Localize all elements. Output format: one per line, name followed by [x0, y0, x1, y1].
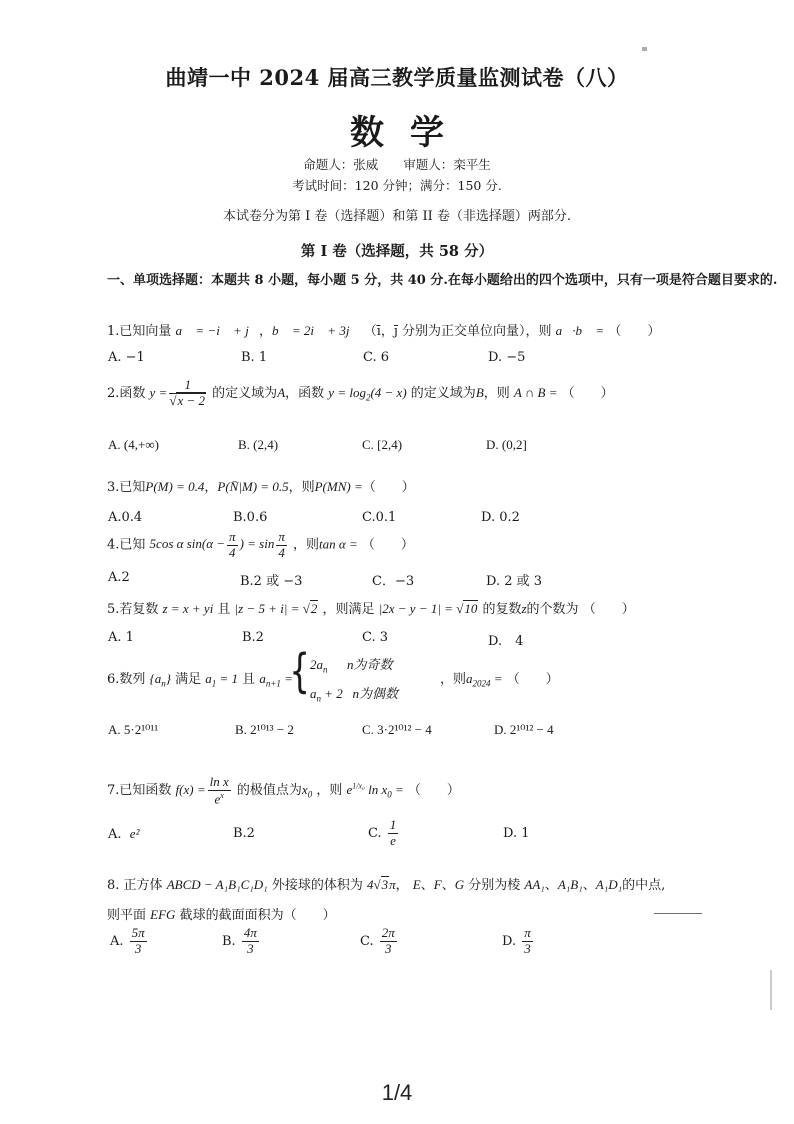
q5-option-b: B.2 [242, 630, 264, 645]
q1-suffix: （ī，j̄ 分别为正交单位向量），则 [363, 324, 552, 339]
q6-option-a: A. 5·2¹⁰¹¹ [108, 722, 159, 737]
q3-option-d: D. 0.2 [481, 510, 520, 525]
subject-title: 数学 [350, 113, 470, 153]
q1-option-d: D. −5 [488, 350, 526, 365]
section1-instruction: 一、单项选择题：本题共 8 小题，每小题 5 分，共 40 分.在每小题给出的四个选项中，只有一项是符合题目要求的. [107, 273, 778, 288]
question-4: 4.已知 5cos α sin(α − $\frac{\pi}{4}$ ) = sin $\frac{\pi}{4}$ ，则tan α = （ ） [107, 529, 414, 560]
question-8: 8. 正方体 ABCD − A₁B₁C₁D₁ 外接球的体积为 4√3π， E、F、G 分别为棱 AA₁、A₁B₁、A₁D₁的中点, [107, 877, 666, 893]
q5-option-a: A. 1 [108, 630, 134, 645]
q7-option-a: A. e² [108, 826, 140, 842]
q6-case2: $a_n + 2$ n为偶数 [310, 686, 399, 704]
q6-sequence: $\{a_n\}$ [149, 671, 171, 689]
q8-option-c: C. $\frac{2\pi}{3}$ [360, 925, 395, 956]
q8-volume: 4√3π [366, 877, 396, 892]
q6-brace: { [289, 644, 310, 698]
q5-condition2: |2x − y − 1| = √10 [378, 601, 478, 616]
scan-mark [642, 47, 647, 51]
q1-option-c: C. 6 [363, 350, 390, 365]
q3-pm: P(M) = 0.4 [145, 479, 205, 494]
q8-option-a: A. $\frac{5\pi}{3}$ [110, 925, 145, 956]
question-2: 2.函数 y = $\frac{1}{√x - 2}$ 的定义域为A，函数 $y = \log_2(4 - x)$ 的定义域为B，则 A ∩ B = （ ） [107, 377, 614, 408]
q3-pmn: P(MN) = [314, 479, 363, 494]
author-line: 命题人：张威 审题人：栾平生 [303, 157, 491, 172]
q1-prefix: 1.已知向量 [107, 324, 172, 339]
q2-option-a: A. (4,+∞) [108, 437, 159, 452]
q7-expression: $e^{1/x_0}$ $\ln x_0$ = [346, 781, 404, 800]
question-1: 1.已知向量 a⃗ = −i⃗ + j⃗，b⃗ = 2i⃗ + 3j⃗ （ī，j̄ 分别为正交单位向量），则 a⃗·b⃗ = （ ） [107, 323, 661, 339]
q7-option-d: D. 1 [503, 826, 530, 841]
q1-option-a: A. −1 [108, 350, 145, 365]
q2-intersection: A ∩ B = [513, 384, 558, 400]
q7-function: f(x) = $\frac{\text{ln x}}{e^x}$ [175, 774, 229, 807]
q3-option-b: B.0.6 [233, 510, 268, 525]
q5-condition1: |z − 5 + i| = √2 [234, 601, 318, 616]
section1-title: 第 I 卷（选择题，共 58 分） [300, 243, 494, 260]
exam-info-line: 考试时间：120 分钟；满分：150 分. [292, 178, 502, 193]
q8-plane: EFG [150, 907, 176, 922]
q1-vector-b: b⃗ = 2i⃗ + 3j⃗ [271, 323, 360, 338]
q8-option-d: D. $\frac{\pi}{3}$ [502, 925, 531, 956]
q6-option-c: C. 3·2¹⁰¹² − 4 [362, 722, 432, 737]
q8-cube: ABCD − A₁B₁C₁D₁ [166, 877, 268, 892]
question-7: 7.已知函数 f(x) = $\frac{\text{ln x}}{e^x}$ 的极值点为$x_0$ ，则 $e^{1/x_0}$ $\ln x_0$ = （ ） [107, 774, 460, 807]
q2-func1: y = [149, 384, 168, 400]
question-3: 3.已知P(M) = 0.4，P(N̄|M) = 0.5，则P(MN) =（ ） [107, 479, 415, 495]
question-6: 6.数列 $\{a_n\}$ 满足 $a_1 = 1$ 且 $a_{n+1}$ = [107, 671, 293, 689]
q1-paren: （ ） [608, 324, 661, 339]
q4-option-b: B.2 或 −3 [240, 574, 303, 589]
q6-case1: $2a_n$ n为奇数 [310, 657, 393, 675]
q1-option-b: B. 1 [241, 350, 268, 365]
q4-option-a: A.2 [108, 570, 130, 585]
q6-suffix: ，则$a_{2024}$ = （ ） [440, 671, 559, 689]
question-8-line2: 则平面 EFG 截球的截面面积为（ ） [107, 907, 336, 923]
q1-vector-a: a⃗ = −i⃗ + j⃗ [175, 323, 259, 338]
composition-line: 本试卷分为第 I 卷（选择题）和第 II 卷（非选择题）两部分. [222, 209, 572, 224]
q2-prefix: 2.函数 [107, 385, 146, 401]
q2-func2: $y = \log_2(4 - x)$ [328, 384, 407, 403]
q2-option-c: C. [2,4) [362, 437, 403, 452]
exam-title: 曲靖一中 2024 届高三教学质量监测试卷（八） [165, 65, 629, 90]
q3-option-c: C.0.1 [362, 510, 397, 525]
q2-option-d: D. (0,2] [486, 437, 527, 452]
q4-option-d: D. 2 或 3 [486, 574, 543, 589]
q5-option-c: C. 3 [362, 630, 389, 645]
q4-option-c: C．−3 [372, 574, 415, 589]
q4-equation: 5cos α sin(α − $\frac{\pi}{4}$ ) = sin $\frac{\pi}{4}$ [149, 529, 285, 560]
scan-mark [654, 913, 702, 914]
q6-initial: $a_1 = 1$ [205, 671, 239, 689]
q8-edges: AA₁ [524, 877, 545, 892]
q1-dot-product: a⃗·b⃗ = [555, 323, 605, 338]
q6-option-d: D. 2¹⁰¹² − 4 [494, 722, 554, 737]
page-number: 1/4 [381, 1080, 413, 1105]
q2-fraction: $\frac{1}{√x - 2}$ [169, 377, 206, 408]
q5-option-d: D. 4 [488, 634, 524, 649]
scan-mark [770, 970, 772, 1010]
q2-option-b: B. (2,4) [238, 437, 279, 452]
q8-option-b: B. $\frac{4\pi}{3}$ [222, 925, 257, 956]
q6-recurrence: $a_{n+1}$ = [259, 671, 293, 689]
q2-mid1: 的定义域为 [212, 385, 278, 401]
q3-option-a: A.0.4 [108, 510, 143, 525]
q7-option-c: C. $\frac{1}{e}$ [368, 817, 397, 848]
question-5: 5.若复数 z = x + yi 且 |z − 5 + i| = √2 ，则满足 |2x − y − 1| = √10 的复数z的个数为 （ ） [107, 601, 635, 617]
q3-pnm: P(N̄|M) = 0.5 [217, 479, 289, 494]
q7-option-b: B.2 [233, 826, 255, 841]
q6-option-b: B. 2¹⁰¹³ − 2 [235, 722, 294, 737]
